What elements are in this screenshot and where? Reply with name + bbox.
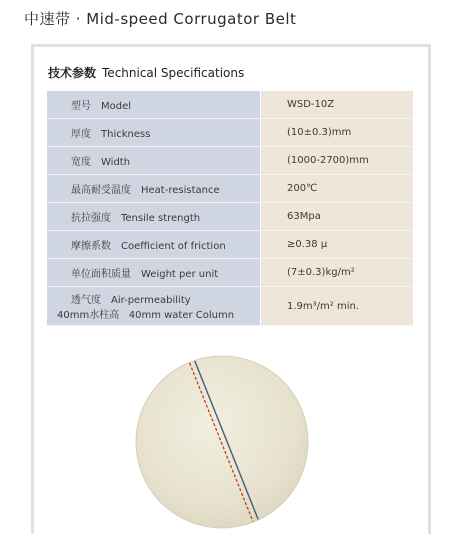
- spec-table: [47, 91, 413, 326]
- spec-value: (7±0.3)kg/m²: [260, 259, 413, 286]
- spec-row-air-permeability: [47, 287, 413, 326]
- spec-label-en: Width: [101, 157, 131, 168]
- spec-value: 63Mpa: [260, 203, 413, 230]
- spec-label: [47, 119, 260, 146]
- spec-row-tensile-strength: [47, 203, 413, 231]
- spec-label-en: Thickness: [101, 129, 151, 140]
- belt-sample-image: [134, 354, 310, 530]
- spec-label-zh: 厚度: [71, 129, 91, 140]
- spec-row-width: [47, 147, 413, 175]
- page-title: 中速带 · Mid-speed Corrugator Belt: [24, 10, 297, 28]
- spec-label-zh: 透气度: [71, 295, 101, 306]
- spec-row-friction: [47, 231, 413, 259]
- spec-label: [47, 287, 260, 325]
- spec-value: 200℃: [260, 175, 413, 202]
- spec-value: (10±0.3)mm: [260, 119, 413, 146]
- spec-row-thickness: [47, 119, 413, 147]
- spec-label-en: Tensile strength: [121, 213, 201, 224]
- spec-label-zh: 摩擦系数: [71, 241, 111, 252]
- spec-label-zh: 型号: [71, 101, 91, 112]
- spec-label: [47, 231, 260, 258]
- spec-label-en: Heat-resistance: [141, 185, 220, 196]
- spec-label-zh: 抗拉强度: [71, 213, 111, 224]
- spec-label-zh: 宽度: [71, 157, 91, 168]
- spec-row-weight: [47, 259, 413, 287]
- section-title-zh: 技术参数: [48, 66, 97, 80]
- spec-label-zh: 最高耐受温度: [71, 185, 131, 196]
- spec-label-en: Air-permeability: [111, 295, 191, 306]
- spec-label: [47, 175, 260, 202]
- spec-value: (1000-2700)mm: [260, 147, 413, 174]
- spec-label-zh: 单位面积质量: [71, 269, 131, 280]
- spec-label-en: Model: [101, 101, 132, 112]
- spec-value: 1.9m³/m² min.: [260, 287, 413, 325]
- spec-label-sub: 40mm水柱高 40mm water Column: [57, 310, 235, 321]
- spec-label: [47, 203, 260, 230]
- spec-value: WSD-10Z: [260, 91, 413, 118]
- spec-row-heat-resistance: [47, 175, 413, 203]
- spec-value: ≥0.38 μ: [260, 231, 413, 258]
- spec-label-en: Weight per unit: [141, 269, 219, 280]
- spec-label: [47, 91, 260, 118]
- spec-row-model: [47, 91, 413, 119]
- section-title-en: Technical Specifications: [102, 66, 245, 80]
- spec-label: [47, 147, 260, 174]
- spec-label-en: Coefficient of friction: [121, 241, 226, 252]
- spec-label: [47, 259, 260, 286]
- section-title: [48, 64, 244, 81]
